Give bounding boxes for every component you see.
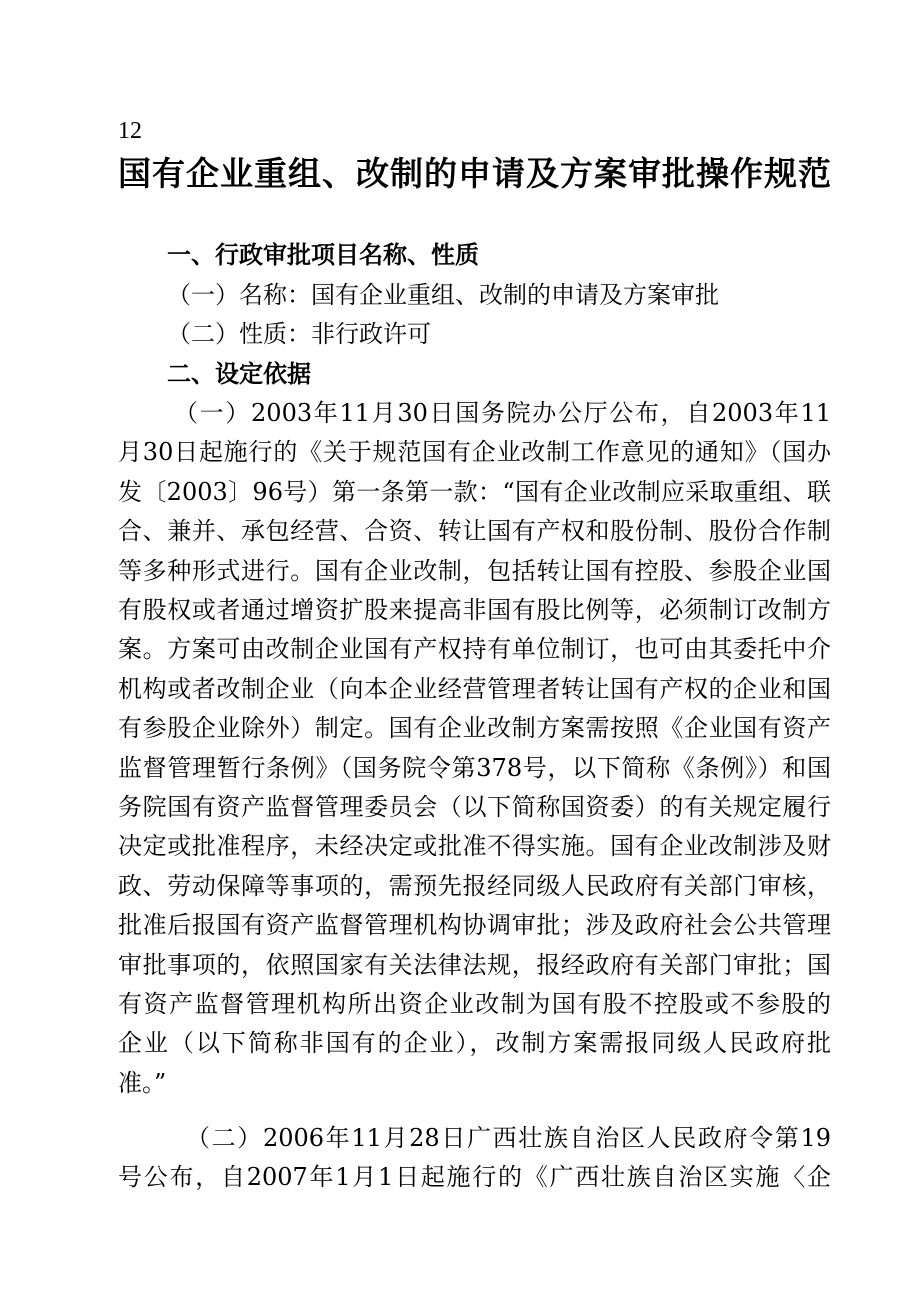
text-line: 案。方案可由改制企业国有产权持有单位制订，也可由其委托中介 bbox=[118, 635, 831, 664]
text-line: 号公布，自2007年1月1日起施行的《广西壮族自治区实施〈企 bbox=[118, 1163, 831, 1192]
text-line: 发〔2003〕96号）第一条第一款：“国有企业改制应采取重组、联 bbox=[118, 477, 831, 506]
item-name: （一）名称：国有企业重组、改制的申请及方案审批 bbox=[167, 281, 719, 309]
text-line: 月30日起施行的《关于规范国有企业改制工作意见的通知》（国办 bbox=[118, 438, 831, 467]
text-line: 机构或者改制企业（向本企业经营管理者转让国有产权的企业和国 bbox=[118, 674, 831, 703]
text-line: （二）2006年11月28日广西壮族自治区人民政府令第19 bbox=[186, 1124, 831, 1152]
text-line: 等多种形式进行。国有企业改制，包括转让国有控股、参股企业国 bbox=[118, 556, 831, 585]
text-line: 有股权或者通过增资扩股来提高非国有股比例等，必须制订改制方 bbox=[118, 596, 831, 624]
text-line: 监督管理暂行条例》（国务院令第378号，以下简称《条例》）和国 bbox=[118, 753, 831, 782]
text-line: 有参股企业除外）制定。国有企业改制方案需按照《企业国有资产 bbox=[118, 714, 831, 743]
text-line: 审批事项的，依照国家有关法律法规，报经政府有关部门审批；国 bbox=[118, 950, 831, 979]
document-title: 国有企业重组、改制的申请及方案审批操作规范 bbox=[118, 154, 831, 193]
section-heading-1: 一、行政审批项目名称、性质 bbox=[167, 241, 479, 269]
text-line: 准。” bbox=[118, 1068, 167, 1097]
item-nature: （二）性质：非行政许可 bbox=[167, 320, 431, 348]
text-line: （一）2003年11月30日国务院办公厅公布，自2003年11 bbox=[174, 399, 831, 427]
text-line: 务院国有资产监督管理委员会（以下简称国资委）的有关规定履行 bbox=[118, 793, 831, 821]
text-line: 企业（以下简称非国有的企业），改制方案需报同级人民政府批 bbox=[118, 1029, 831, 1058]
text-line: 合、兼并、承包经营、合资、转让国有产权和股份制、股份合作制 bbox=[118, 517, 831, 546]
text-line: 有资产监督管理机构所出资企业改制为国有股不控股或不参股的 bbox=[118, 990, 831, 1018]
text-line: 政、劳动保障等事项的，需预先报经同级人民政府有关部门审核， bbox=[118, 871, 831, 900]
text-line: 决定或批准程序，未经决定或批准不得实施。国有企业改制涉及财 bbox=[118, 832, 831, 861]
section-heading-2: 二、设定依据 bbox=[167, 360, 311, 388]
text-line: 批准后报国有资产监督管理机构协调审批；涉及政府社会公共管理 bbox=[118, 911, 831, 940]
page-number: 12 bbox=[118, 118, 142, 144]
